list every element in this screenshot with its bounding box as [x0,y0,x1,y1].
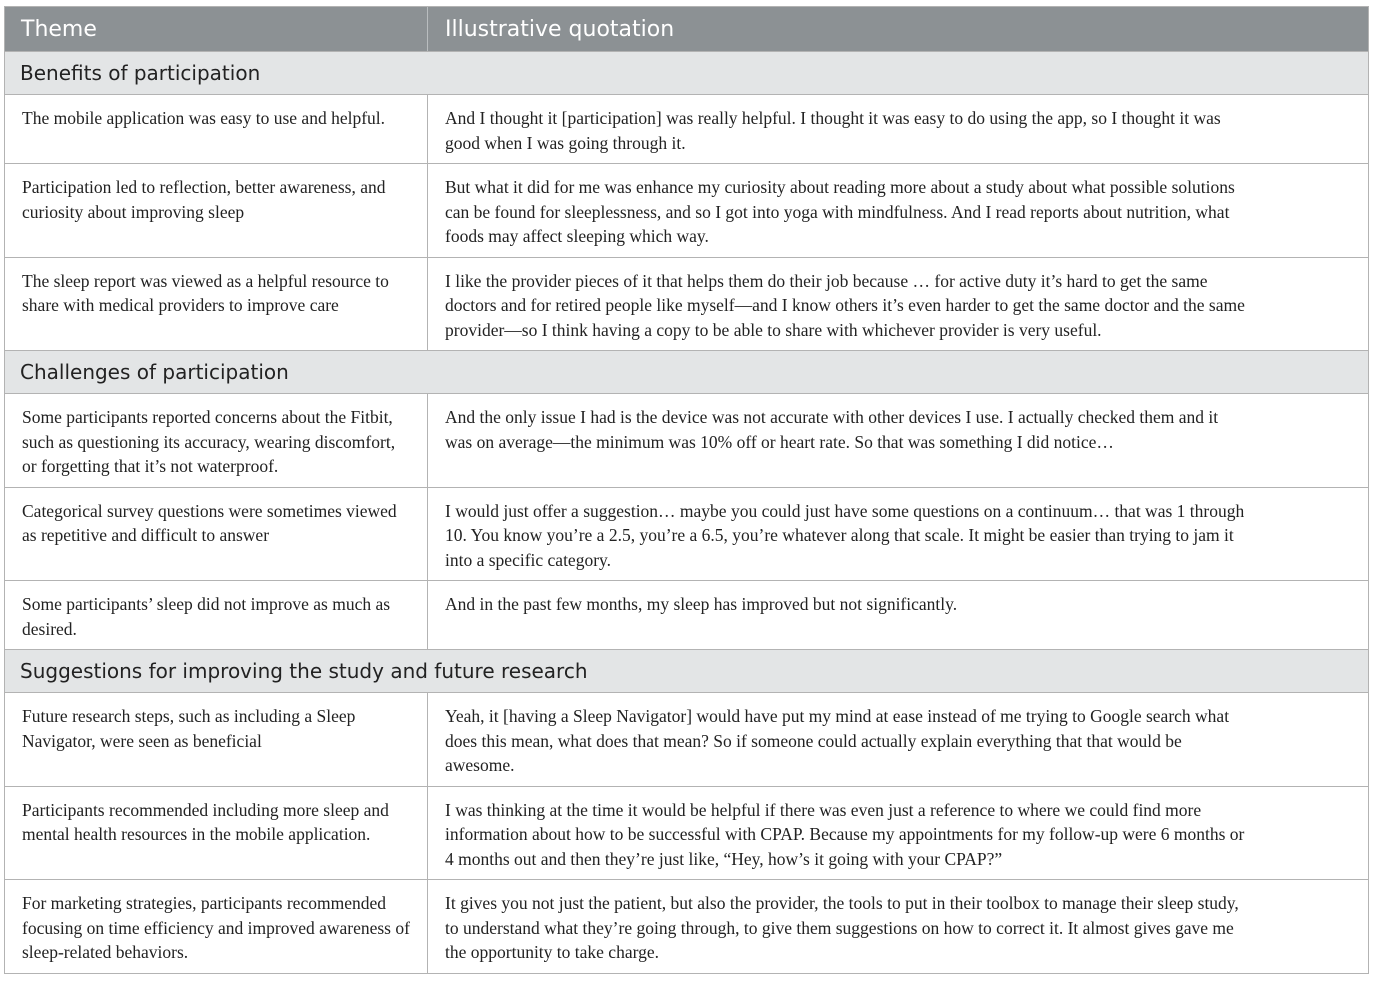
theme-cell: Participation led to reflection, better awareness, and curiosity about improving sleep [5,164,428,257]
quotation-cell: And I thought it [participation] was really helpful. I thought it was easy to do using the app, so I thought it was good when I was going through it. [445,108,1221,153]
table-row [5,786,1368,880]
theme-cell: Future research steps, such as including a Sleep Navigator, were seen as beneficial [5,693,428,786]
quotation-cell: It gives you not just the patient, but also the provider, the tools to put in their toolbox to manage their sleep study, to understand what they’re going through, to give them suggestions on how to correct it. It almost gives gave me the opportunity to take charge. [445,893,1239,962]
quotation-cell: I like the provider pieces of it that helps them do their job because … for active duty it’s hard to get the same doctors and for retired people like myself—and I know others it’s even harder to get the same doctor and the same provider—so I think having a copy to be able to share with whichever provider is very useful. [445,270,1245,340]
quotation-cell: And the only issue I had is the device was not accurate with other devices I use. I actually checked them and it was on average—the minimum was 10% off or heart rate. So that was something I did notice… [445,407,1219,452]
theme-cell: Participants recommended including more sleep and mental health resources in the mobile application. [5,787,428,880]
theme-cell: The mobile application was easy to use and helpful. [5,95,428,163]
section-heading: Suggestions for improving the study and future research [5,649,1368,692]
table-row [5,487,1368,581]
theme-cell: Some participants’ sleep did not improve as much as desired. [5,581,428,649]
quotation-cell: And in the past few months, my sleep has improved but not significantly. [445,594,958,614]
theme-cell: Categorical survey questions were sometimes viewed as repetitive and difficult to answer [5,488,428,581]
section-heading: Challenges of participation [5,350,1368,393]
theme-cell: For marketing strategies, participants recommended focusing on time efficiency and improved awareness of sleep-related behaviors. [5,880,428,973]
table-row [5,257,1368,351]
header-theme: Theme [5,7,428,51]
theme-cell: Some participants reported concerns about the Fitbit, such as questioning its accuracy, wearing discomfort, or forgetting that it’s not waterproof. [5,394,428,487]
section-heading: Benefits of participation [5,51,1368,94]
quotation-cell: Yeah, it [having a Sleep Navigator] would have put my mind at ease instead of me trying to Google search what does this mean, what does that mean? So if someone could actually explain everything that that would be awesome. [445,706,1230,775]
table-row [5,393,1368,487]
header-illustrative-quotation: Illustrative quotation [445,16,675,42]
table-row [5,692,1368,786]
theme-cell: The sleep report was viewed as a helpful resource to share with medical providers to improve care [5,258,428,351]
table-body [5,51,1368,973]
quotation-cell: But what it did for me was enhance my curiosity about reading more about a study about what possible solutions can be found for sleeplessness, and so I got into yoga with mindfulness. And I read reports about nutrition, what foods may affect sleeping which way. [445,177,1235,246]
themes-table [4,6,1369,974]
quotation-cell: I was thinking at the time it would be helpful if there was even just a reference to where we could find more information about how to be successful with CPAP. Because my appointments for my follow-up were 6 months or 4 months out and then they’re just like, “Hey, how’s it going with your CPAP?” [445,799,1245,869]
quotation-cell: I would just offer a suggestion… maybe you could just have some questions on a continuum… that was 1 through 10. You know you’re a 2.5, you’re a 6.5, you’re whatever along that scale. It might be easier than trying to jam it into a specific category. [445,500,1245,570]
table-row [5,94,1368,163]
table-row [5,879,1368,973]
table-row [5,163,1368,257]
table-header-row [5,7,1368,51]
table-row [5,580,1368,649]
